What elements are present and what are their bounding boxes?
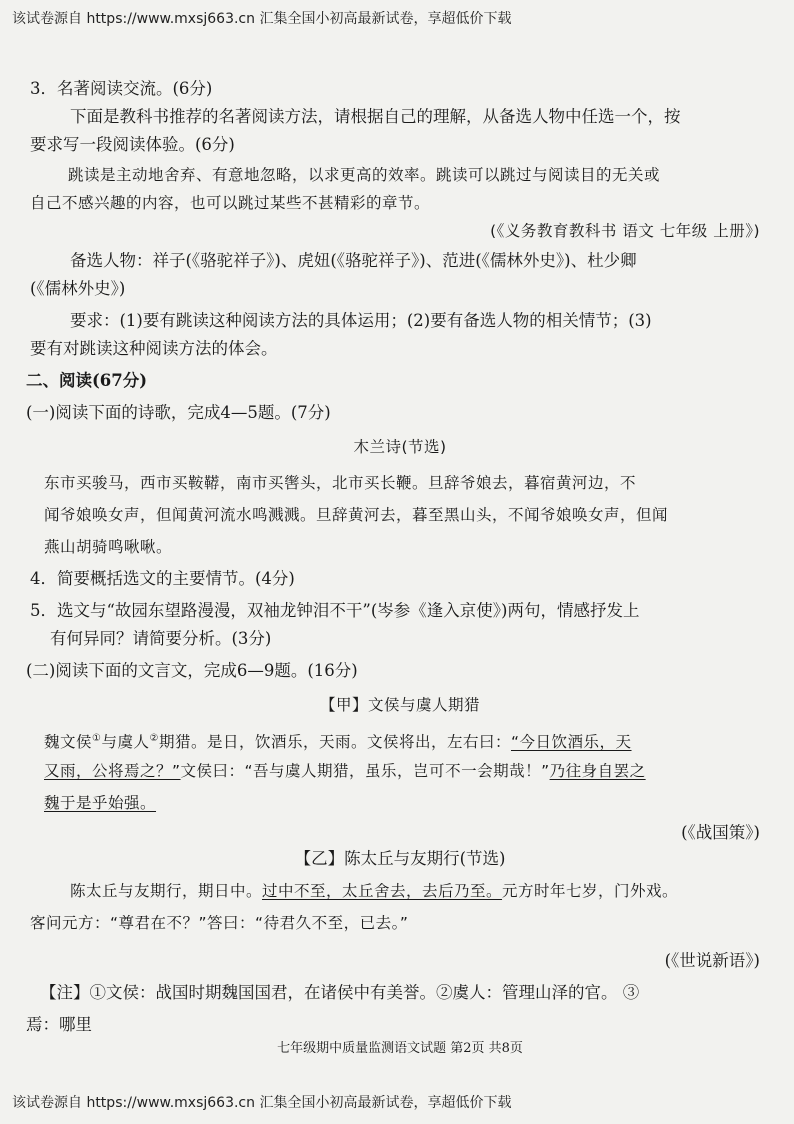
q3-source: (《义务教育教科书 语文 七年级 上册》): [490, 222, 760, 240]
jia-text: 期猎。是日，饮酒乐，天雨。文侯将出，左右曰：: [158, 733, 511, 752]
jia-line-2: [44, 760, 646, 782]
yi-title: 【乙】陈太丘与友期行(节选): [294, 849, 506, 868]
header-banner: 该试卷源自 https://www.mxsj663.cn 汇集全国小初高最新试卷，享超低价下载: [12, 11, 512, 27]
jia-underlined-text: “今日饮酒乐，天: [510, 733, 632, 752]
yi-line-2: 客问元方：“尊君在不？”答曰：“待君久不至，已去。”: [30, 914, 409, 932]
q5-line-2: 有何异同？请简要分析。(3分): [50, 629, 272, 648]
q3-instruction-2: 要求写一段阅读体验。(6分): [30, 135, 235, 154]
yi-text: 陈太丘与友期行，期日中。: [70, 882, 263, 900]
jia-text: 文侯曰：“吾与虞人期猎，虽乐，岂可不一会期哉！”: [180, 762, 550, 780]
q3-candidates-2: (《儒林外史》): [30, 279, 126, 298]
jia-underlined-text: 又雨，公将焉之？”: [44, 762, 181, 780]
yi-text: 元方时年七岁，门外戏。: [502, 882, 679, 900]
notes-line-2: 焉：哪里: [26, 1015, 92, 1034]
jia-title: 【甲】文侯与虞人期猎: [319, 696, 480, 714]
q3-requirements-1: 要求：(1)要有跳读这种阅读方法的具体运用；(2)要有备选人物的相关情节；(3): [70, 311, 652, 330]
q3-instruction-1: 下面是教科书推荐的名著阅读方法，请根据自己的理解，从备选人物中任选一个，按: [70, 107, 681, 126]
footer-banner: 该试卷源自 https://www.mxsj663.cn 汇集全国小初高最新试卷，享超低价下载: [12, 1095, 512, 1111]
jia-underlined-text: 乃往身自罢之: [549, 762, 646, 780]
yi-underlined-text: 过中不至，太丘舍去，去后乃至。: [262, 882, 503, 900]
q3-title: 3．名著阅读交流。(6分): [30, 79, 213, 98]
jia-source: (《战国策》): [681, 823, 760, 842]
q3-candidates-1: 备选人物：祥子(《骆驼祥子》)、虎妞(《骆驼祥子》)、范进(《儒林外史》)、杜少卿: [70, 251, 637, 270]
section2-title: 二、阅读(67分): [26, 371, 148, 390]
q4: 4．简要概括选文的主要情节。(4分): [30, 569, 295, 588]
jia-text: 魏文侯: [44, 733, 93, 752]
part2-title: (二)阅读下面的文言文，完成6—9题。(16分): [26, 661, 358, 680]
jia-text: 与虞人: [101, 733, 150, 752]
poem-line-3: 燕山胡骑鸣啾啾。: [44, 538, 173, 556]
note-marker-2: ②: [149, 733, 159, 744]
poem-title: 木兰诗(节选): [353, 438, 447, 456]
q3-quote-2: 自己不感兴趣的内容，也可以跳过某些不甚精彩的章节。: [30, 194, 431, 212]
q3-quote-1: 跳读是主动地舍弃、有意地忽略，以求更高的效率。跳读可以跳过与阅读目的无关或: [68, 166, 661, 184]
part1-title: (一)阅读下面的诗歌，完成4—5题。(7分): [26, 403, 331, 422]
q5-line-1: 5．选文与“故园东望路漫漫，双袖龙钟泪不干”(岑参《逢入京使》)两句，情感抒发上: [30, 601, 640, 620]
poem-line-1: 东市买骏马，西市买鞍鞯，南市买辔头，北市买长鞭。旦辞爷娘去，暮宿黄河边，不: [44, 474, 637, 492]
note-marker-1: ①: [92, 733, 102, 744]
page-footer: 七年级期中质量监测语文试题 第2页 共8页: [277, 1041, 523, 1056]
yi-line-1: [70, 880, 678, 902]
jia-line-1: [44, 728, 632, 753]
poem-line-2: 闻爷娘唤女声，但闻黄河流水鸣溅溅。旦辞黄河去，暮至黑山头，不闻爷娘唤女声，但闻: [44, 506, 669, 524]
jia-line-3: 魏于是乎始强。: [44, 794, 157, 812]
notes-line-1: 【注】①文侯：战国时期魏国国君，在诸侯中有美誉。②虞人：管理山泽的官。 ③: [40, 983, 640, 1002]
yi-source: (《世说新语》): [664, 951, 760, 970]
q3-requirements-2: 要有对跳读这种阅读方法的体会。: [30, 339, 278, 358]
